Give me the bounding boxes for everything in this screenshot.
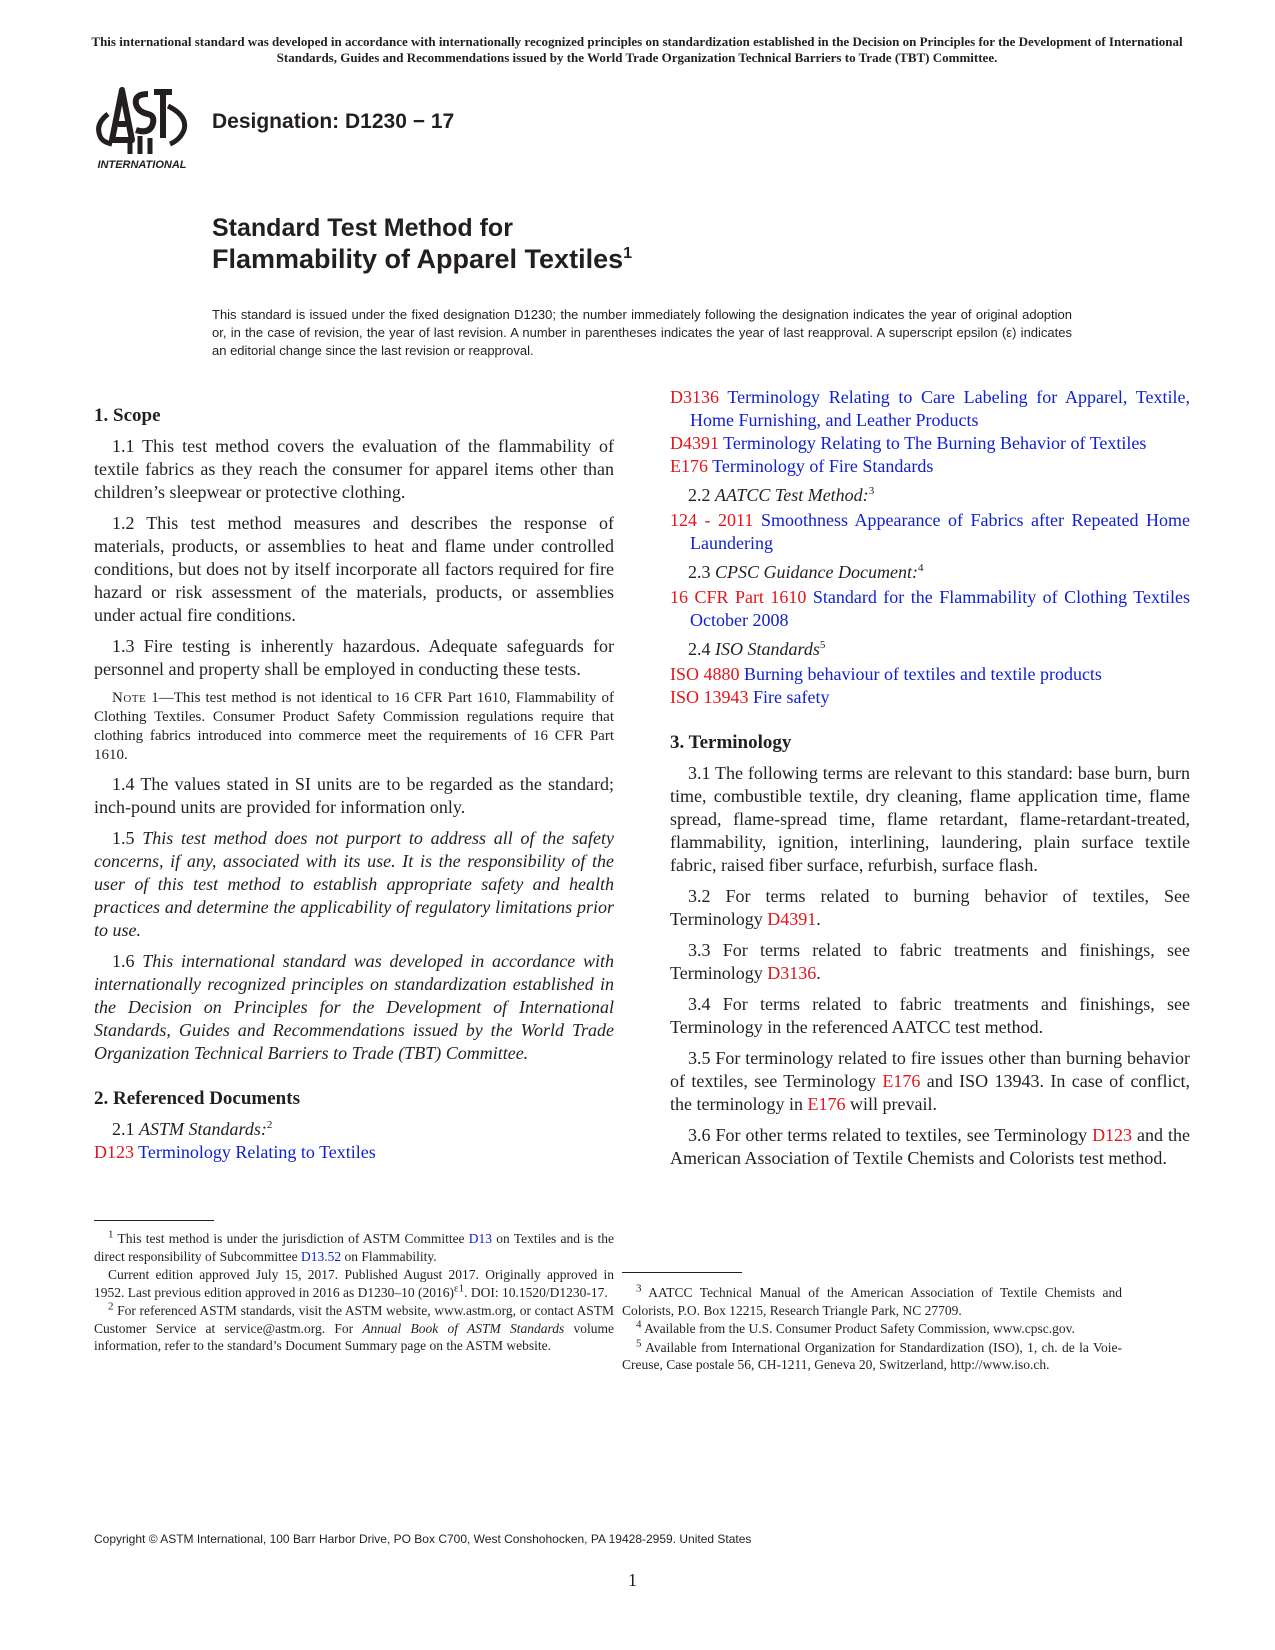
header-notice: This international standard was developed in accordance with internationally recognized principles on standardization established in the Decision on Principles for the Development of International Standards, Guides and Recommendations issued by the World Trade Organization Technical Barriers to Trade (TBT) Committee.	[91, 34, 1183, 65]
ref-d4391	[670, 432, 1190, 455]
ref-title-link[interactable]: Terminology Relating to Care Labeling for Apparel, Textile, Home Furnishing, and Leather Products	[690, 387, 1190, 430]
footnote-rule-right	[622, 1272, 742, 1273]
section-heading-terminology: 3. Terminology	[670, 732, 792, 753]
ref-code-link[interactable]: D3136	[670, 387, 719, 407]
footnote-mark: 4	[636, 1318, 642, 1331]
footnote-text: volume information, refer to the standard’s Document Summary page on the ASTM website.	[94, 1320, 614, 1353]
footnote-italic: Annual Book of ASTM Standards	[362, 1320, 565, 1336]
para-1-3: 1.3 Fire testing is inherently hazardous. Adequate safeguards for personnel and property shall be employed in conducting these tests.	[94, 636, 614, 679]
page-number: 1	[628, 1570, 637, 1590]
ref-code-link[interactable]: E176	[670, 456, 708, 476]
ref-code-link[interactable]: ISO 13943	[670, 687, 749, 707]
astm-logo-icon	[90, 84, 195, 174]
ref-d123	[94, 1141, 614, 1164]
para-text: This test method does not purport to address all of the safety concerns, if any, associated with its use. It is the responsibility of the user of this test method to establish appropriate safety and health practices and determine the applicability of regulatory limitations prior to use.	[94, 828, 614, 940]
ref-code-link[interactable]: ISO 4880	[670, 664, 740, 684]
para-2-1	[94, 1118, 614, 1141]
footnote-2	[94, 1302, 614, 1355]
term-link-e176[interactable]: E176	[807, 1094, 846, 1114]
para-number: 2.4	[688, 639, 715, 659]
ref-code-link[interactable]: D4391	[670, 433, 719, 453]
para-number: 2.3	[688, 562, 715, 582]
para-text: AATCC Test Method:	[715, 485, 869, 505]
left-column	[94, 404, 614, 1164]
para-number: 2.2	[688, 485, 715, 505]
footnote-text: For referenced ASTM standards, visit the ASTM website, www.astm.org, or contact ASTM Customer Service at service@astm.org. For	[94, 1303, 614, 1336]
ref-title-link[interactable]: Terminology Relating to The Burning Behavior of Textiles	[719, 433, 1147, 453]
note-text: 1—This test method is not identical to 16 CFR Part 1610, Flammability of Clothing Textiles. Consumer Product Safety Commission regulations require that clothing fabrics introduced into commerce meet the requirements of 16 CFR Part 1610.	[94, 690, 614, 763]
subcommittee-link-d13-52[interactable]: D13.52	[300, 1248, 342, 1264]
note-1	[94, 689, 614, 765]
para-1-6	[94, 950, 614, 1065]
term-link-d4391[interactable]: D4391	[767, 909, 817, 929]
footnote-5	[622, 1339, 1122, 1374]
para-3-3	[670, 939, 1190, 985]
para-text: will prevail.	[845, 1094, 937, 1114]
section-heading-scope: 1. Scope	[94, 405, 161, 426]
title-text: Flammability of Apparel Textiles	[212, 244, 624, 274]
title-line-1: Standard Test Method for	[212, 214, 513, 242]
footnote-text: Available from the U.S. Consumer Product Safety Commission, www.cpsc.gov.	[641, 1321, 1075, 1336]
designation: Designation: D1230 − 17	[212, 110, 455, 133]
footnote-text: Current edition approved July 15, 2017. Published August 2017. Originally approved in 1952. Last previous edition approved in 2016 as D1230–10 (2016)	[94, 1267, 614, 1300]
para-number: 2.1	[112, 1119, 139, 1139]
footnote-text: on Flammability.	[341, 1248, 437, 1264]
footnotes-right	[622, 1284, 1122, 1375]
footnote-4	[622, 1320, 1122, 1338]
footnote-mark: 1	[108, 1228, 114, 1241]
footnote-1-edition	[94, 1266, 614, 1301]
footnote-text: This test method is under the jurisdiction of ASTM Committee	[113, 1231, 469, 1246]
para-text: CPSC Guidance Document:	[715, 562, 918, 582]
footnote-mark: 5	[819, 639, 826, 651]
epsilon-mark: ε1	[453, 1282, 465, 1294]
para-1-1: 1.1 This test method covers the evaluation of the flammability of textile fabrics as they reach the consumer for apparel items other than children’s sleepwear or protective clothing.	[94, 436, 614, 502]
ref-e176	[670, 455, 1190, 478]
ref-code-link[interactable]: 16 CFR Part 1610	[670, 587, 807, 607]
footnote-mark: 3	[636, 1282, 642, 1295]
para-text: 3.6 For other terms related to textiles, see Terminology	[688, 1125, 1093, 1145]
footnote-text: on Textiles and is the direct responsibility of Subcommittee	[94, 1231, 614, 1264]
note-label: Note	[112, 690, 147, 706]
para-3-5	[670, 1047, 1190, 1116]
footnote-3	[622, 1284, 1122, 1319]
para-text: ISO Standards	[715, 639, 820, 659]
footnote-text: Available from International Organization for Standardization (ISO), 1, ch. de la Voie-Creuse, Case postale 56, CH-1211, Geneva 20, Switzerland, http://www.iso.ch.	[622, 1339, 1122, 1372]
ref-title-link[interactable]: Terminology Relating to Textiles	[134, 1142, 376, 1162]
footnote-mark: 2	[108, 1300, 114, 1313]
para-1-4: 1.4 The values stated in SI units are to be regarded as the standard; inch-pound units are provided for information only.	[94, 774, 614, 817]
para-3-6	[670, 1124, 1190, 1170]
section-heading-referenced-documents: 2. Referenced Documents	[94, 1088, 300, 1109]
ref-iso-13943	[670, 686, 1190, 709]
issued-statement: This standard is issued under the fixed designation D1230; the number immediately following the designation indicates the year of original adoption or, in the case of revision, the year of last revision. A number in parentheses indicates the year of last reapproval. A superscript epsilon (ε) indicates an editorial change since the last revision or reapproval.	[212, 307, 1072, 358]
para-text: .	[816, 963, 821, 983]
committee-link-d13[interactable]: D13	[468, 1231, 493, 1246]
para-2-3	[670, 561, 1190, 584]
para-text: and the American Association of Textile Chemists and Colorists test method.	[670, 1125, 1190, 1168]
footnote-text: AATCC Technical Manual of the American Association of Textile Chemists and Colorists, P.O. Box 12215, Research Triangle Park, NC 27709.	[622, 1285, 1122, 1318]
footnote-mark: 4	[917, 562, 924, 574]
para-3-1: 3.1 The following terms are relevant to this standard: base burn, burn time, combustible textile, dry cleaning, flame application time, flame spread, flame-spread time, flame retardant, flame-retardant-treated, flammability, ignition, interlining, laundering, plain surface textile fabric, raised fiber surface, refurbish, surface flash.	[670, 763, 1190, 875]
footnote-mark: 3	[868, 485, 875, 497]
para-2-2	[670, 484, 1190, 507]
term-link-e176[interactable]: E176	[882, 1071, 921, 1091]
footnote-text: . DOI: 10.1520/D1230-17.	[464, 1284, 608, 1300]
ref-iso-4880	[670, 663, 1190, 686]
para-text: 3.2 For terms related to burning behavior of textiles, See Terminology	[670, 886, 1190, 929]
para-text: and ISO 13943. In case of conflict, the terminology in	[670, 1071, 1190, 1114]
copyright: Copyright © ASTM International, 100 Barr Harbor Drive, PO Box C700, West Conshohocken, PA 19428-2959. United States	[94, 1532, 752, 1546]
para-text: ASTM Standards:	[139, 1119, 267, 1139]
para-1-5	[94, 827, 614, 942]
ref-title-link[interactable]: Fire safety	[748, 687, 830, 707]
para-3-4: 3.4 For terms related to fabric treatments and finishings, see Terminology in the referenced AATCC test method.	[670, 994, 1190, 1037]
para-number: 1.5	[112, 828, 143, 848]
para-text: .	[816, 909, 821, 929]
logo-text: INTERNATIONAL	[97, 159, 187, 171]
right-column	[670, 386, 1190, 1178]
footnote-rule-left	[94, 1220, 214, 1221]
title-line-2	[212, 244, 632, 275]
ref-title-link[interactable]: Terminology of Fire Standards	[708, 456, 934, 476]
ref-title-link[interactable]: Standard for the Flammability of Clothing Textiles October 2008	[690, 587, 1190, 630]
para-number: 1.6	[112, 951, 143, 971]
ref-title-link[interactable]: Burning behaviour of textiles and textile products	[739, 664, 1102, 684]
ref-code-link[interactable]: 124 - 2011	[670, 510, 754, 530]
footnote-1	[94, 1230, 614, 1265]
para-text: 3.3 For terms related to fabric treatments and finishings, see Terminology	[670, 940, 1190, 983]
footnote-mark: 2	[266, 1119, 273, 1131]
title-footnote-mark: 1	[623, 245, 633, 262]
ref-title-link[interactable]: Smoothness Appearance of Fabrics after Repeated Home Laundering	[690, 510, 1190, 553]
para-text: This international standard was developed in accordance with internationally recognized principles on standardization established in the Decision on Principles for the Development of International Standards, Guides and Recommendations issued by the World Trade Organization Technical Barriers to Trade (TBT) Committee.	[94, 951, 614, 1063]
ref-code-link[interactable]: D123	[94, 1142, 134, 1162]
para-2-4	[670, 638, 1190, 661]
footnote-mark: 5	[636, 1337, 642, 1349]
para-3-2	[670, 885, 1190, 931]
term-link-d123[interactable]: D123	[1092, 1125, 1133, 1145]
para-text: 3.5 For terminology related to fire issues other than burning behavior of textiles, see Terminology	[670, 1048, 1190, 1091]
term-link-d3136[interactable]: D3136	[767, 963, 817, 983]
para-1-2: 1.2 This test method measures and describes the response of materials, products, or assemblies to heat and flame under controlled conditions, but does not by itself incorporate all factors required for fire hazard or risk assessment of the materials, products, or assemblies under actual fire conditions.	[94, 513, 614, 625]
ref-d3136	[670, 386, 1190, 432]
ref-16cfr-1610	[670, 586, 1190, 632]
ref-aatcc-124	[670, 509, 1190, 555]
footnotes-left	[94, 1230, 614, 1356]
